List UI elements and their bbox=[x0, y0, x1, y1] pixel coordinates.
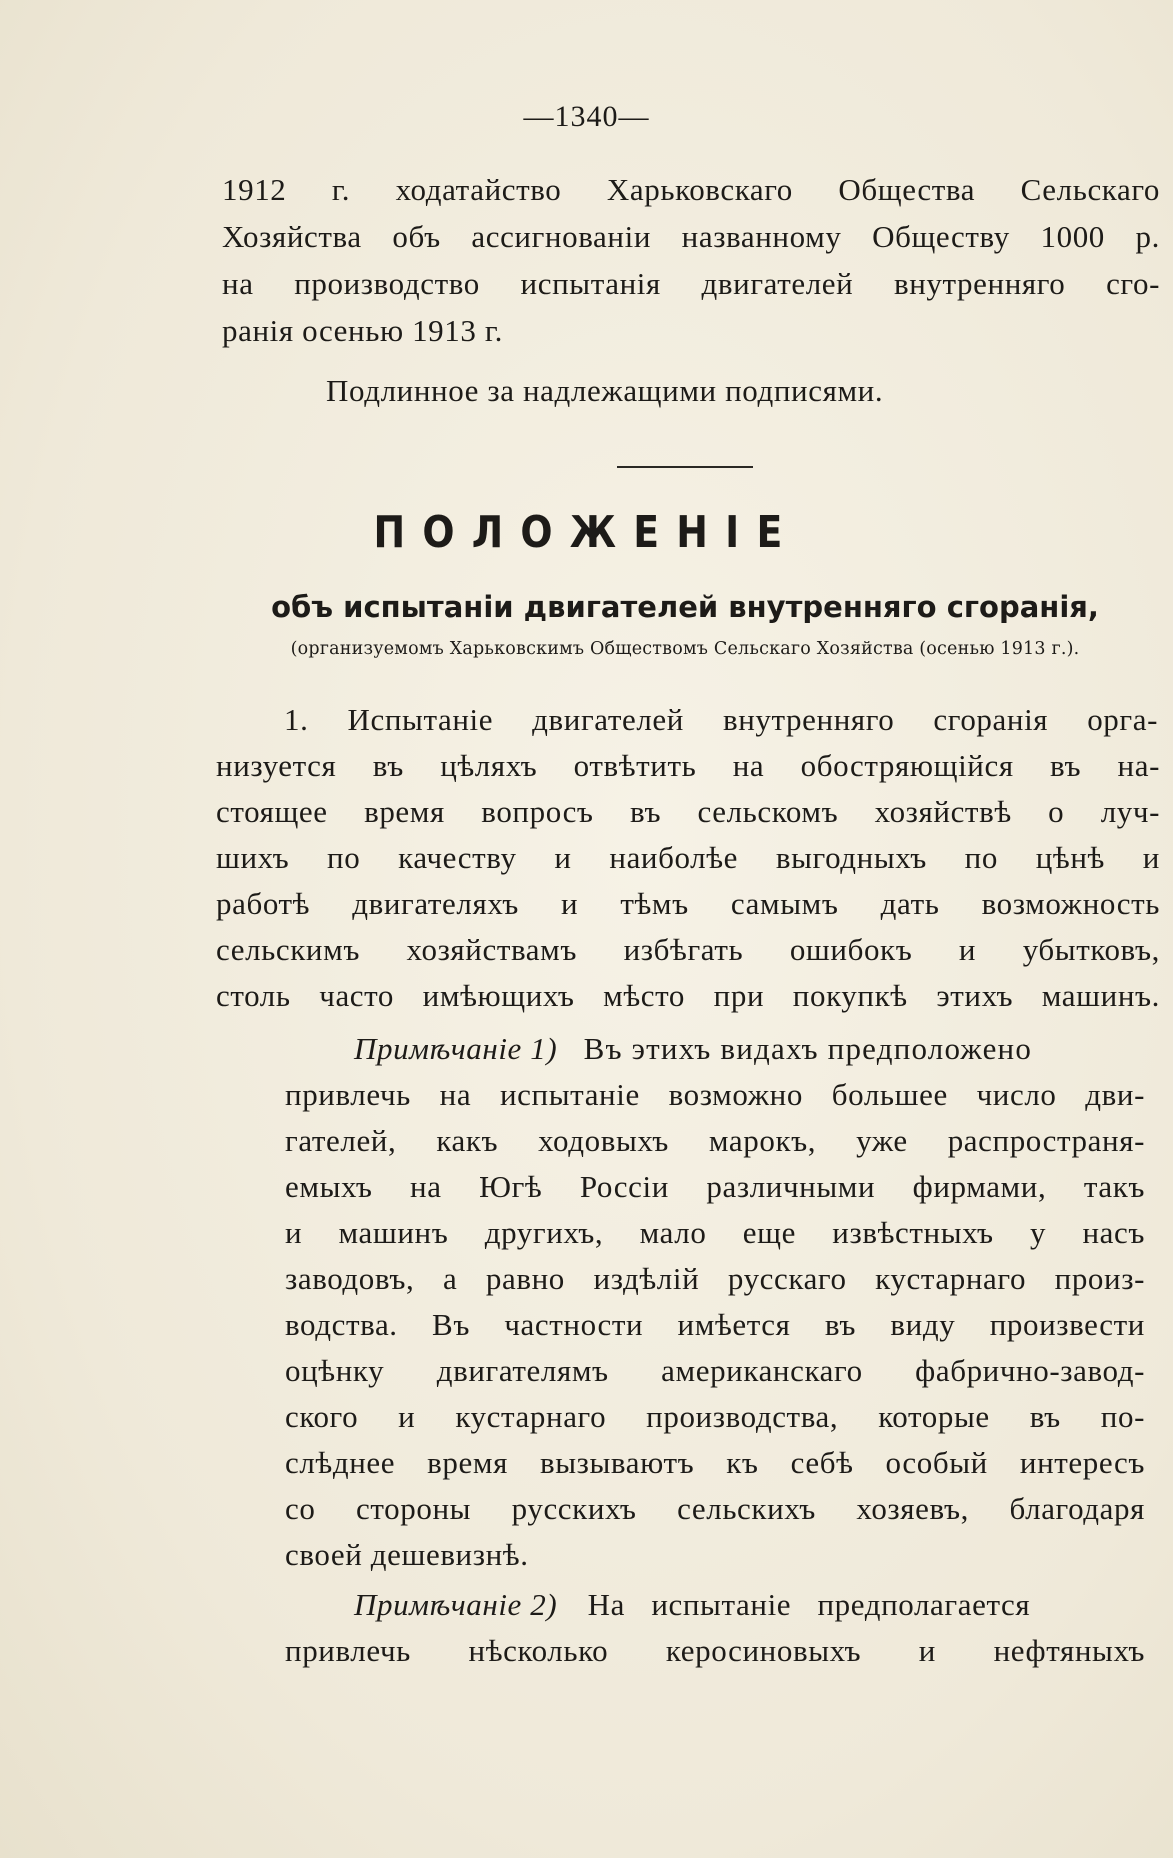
note2-line-1: привлечь нѣсколько керосиновыхъ и нефтяныхъ bbox=[285, 1633, 1145, 1668]
note1-line-5: заводовъ, а равно издѣлiй русскаго кустарнаго произ- bbox=[285, 1261, 1145, 1296]
note2-label: Примѣчанiе 2) bbox=[354, 1587, 558, 1622]
section1-line-1: 1. Испытанiе двигателей внутренняго сгоранiя орга- bbox=[284, 702, 1158, 737]
note2-first-line bbox=[354, 1585, 1030, 1625]
intro-line-3: на производство испытанiя двигателей внутренняго сго- bbox=[222, 266, 1160, 301]
note1-label: Примѣчанiе 1) bbox=[354, 1031, 558, 1066]
document-organizer: (организуемомъ Харьковскимъ Обществомъ Сельскаго Хозяйства (осенью 1913 г.). bbox=[290, 639, 1080, 659]
section-divider bbox=[617, 466, 753, 468]
note1-line-7: оцѣнку двигателямъ американскаго фабрично-завод- bbox=[285, 1353, 1145, 1388]
section1-line-3: стоящее время вопросъ въ сельскомъ хозяйствѣ о луч- bbox=[216, 794, 1160, 829]
note1-line-11: своей дешевизнѣ. bbox=[285, 1537, 529, 1572]
note1-line-8: ского и кустарнаго производства, которые въ по- bbox=[285, 1399, 1145, 1434]
note1-line-9: слѣднее время вызываютъ къ себѣ особый интересъ bbox=[285, 1445, 1145, 1480]
note1-first-line-text: Въ этихъ видахъ предположено bbox=[583, 1031, 1033, 1066]
document-subtitle: объ испытанiи двигателей внутренняго сгоранiя, bbox=[271, 590, 1099, 624]
section1-line-5: работѣ двигателяхъ и тѣмъ самымъ дать возможность bbox=[216, 886, 1160, 921]
note1-first-line bbox=[354, 1029, 1032, 1069]
note1-line-2: гателей, какъ ходовыхъ марокъ, уже распространя- bbox=[285, 1123, 1145, 1158]
page-number: —1340— bbox=[523, 100, 650, 133]
section1-line-4: шихъ по качеству и наиболѣе выгодныхъ по цѣнѣ и bbox=[216, 840, 1160, 875]
note1-line-10: со стороны русскихъ сельскихъ хозяевъ, благодаря bbox=[285, 1491, 1145, 1526]
note1-line-4: и машинъ другихъ, мало еще извѣстныхъ у насъ bbox=[285, 1215, 1145, 1250]
note1-line-6: водства. Въ частности имѣется въ виду произвести bbox=[285, 1307, 1145, 1342]
signature-note: Подлинное за надлежащими подписями. bbox=[326, 373, 884, 408]
section1-line-6: сельскимъ хозяйствамъ избѣгать ошибокъ и убытковъ, bbox=[216, 932, 1160, 967]
note1-line-1: привлечь на испытанiе возможно большее число дви- bbox=[285, 1077, 1145, 1112]
note2-first-line-text: На испытанiе предполагается bbox=[587, 1587, 1031, 1622]
section1-line-7: столь часто имѣющихъ мѣсто при покупкѣ этихъ машинъ. bbox=[216, 978, 1160, 1013]
note1-line-3: емыхъ на Югѣ Россiи различными фирмами, такъ bbox=[285, 1169, 1145, 1204]
intro-line-2: Хозяйства объ ассигнованiи названному Обществу 1000 р. bbox=[222, 219, 1160, 254]
section1-line-2: низуется въ цѣляхъ отвѣтить на обостряющiйся въ на- bbox=[216, 748, 1160, 783]
intro-line-1: 1912 г. ходатайство Харьковскаго Общества Сельскаго bbox=[222, 172, 1160, 207]
document-title: ПОЛОЖЕНIЕ bbox=[373, 507, 800, 558]
intro-line-4: ранiя осенью 1913 г. bbox=[222, 313, 503, 348]
